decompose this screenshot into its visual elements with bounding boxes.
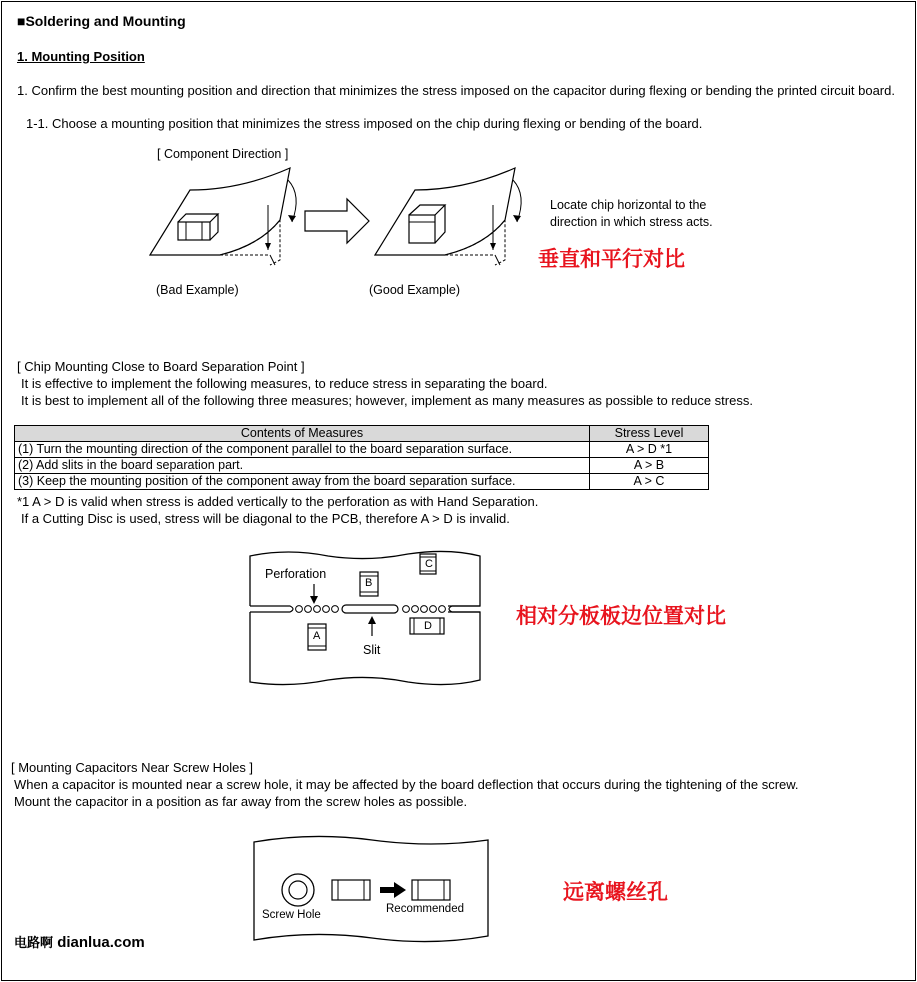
watermark-domain: dianlua.com xyxy=(57,934,145,951)
screw-hole-diagram xyxy=(252,832,492,947)
section-title: ■Soldering and Mounting xyxy=(17,13,186,29)
slit-label: Slit xyxy=(363,643,381,657)
table-row xyxy=(15,442,709,458)
recommended-label: Recommended xyxy=(386,903,464,915)
watermark xyxy=(14,932,145,951)
screw-heading: [ Mounting Capacitors Near Screw Holes ] xyxy=(11,760,254,775)
measures-table xyxy=(14,425,709,490)
screw-hole-label: Screw Hole xyxy=(262,909,321,921)
chip-label-d: D xyxy=(424,620,432,632)
subsection-title: 1. Mounting Position xyxy=(17,49,145,64)
table-header-row xyxy=(15,426,709,442)
paragraph-1-1: 1-1. Choose a mounting position that minimizes the stress imposed on the chip during flexing or bending of the board. xyxy=(26,116,703,131)
screw-line1: When a capacitor is mounted near a screw hole, it may be affected by the board deflection that occurs during the tightening of the screw. xyxy=(14,777,799,792)
table-row xyxy=(15,458,709,474)
header-contents: Contents of Measures xyxy=(15,426,590,442)
right-arrow-icon xyxy=(303,197,373,245)
stress-cell: A > D *1 xyxy=(590,442,709,458)
measure-cell: (3) Keep the mounting position of the component away from the board separation surface. xyxy=(15,474,590,490)
paragraph-1: 1. Confirm the best mounting position and direction that minimizes the stress imposed on the capacitor during flexing or bending the printed circuit board. xyxy=(17,83,895,98)
direction-note-line1: Locate chip horizontal to the xyxy=(550,198,707,212)
chip-label-c: C xyxy=(425,558,433,570)
chip-label-a: A xyxy=(313,630,321,642)
perforation-label: Perforation xyxy=(265,567,327,581)
separation-heading: [ Chip Mounting Close to Board Separation Point ] xyxy=(17,359,305,374)
stress-cell: A > C xyxy=(590,474,709,490)
footnote-2: If a Cutting Disc is used, stress will be diagonal to the PCB, therefore A > D is invalid. xyxy=(21,511,510,526)
stress-cell: A > B xyxy=(590,458,709,474)
annotation-separation-position: 相对分板板边位置对比 xyxy=(516,604,726,628)
component-direction-heading: [ Component Direction ] xyxy=(157,147,289,161)
good-example-label: (Good Example) xyxy=(369,283,461,297)
measure-cell: (2) Add slits in the board separation part. xyxy=(15,458,590,474)
bad-example-label: (Bad Example) xyxy=(156,283,239,297)
watermark-cn: 电路啊 xyxy=(14,936,54,951)
header-stress: Stress Level xyxy=(590,426,709,442)
separation-line2: It is best to implement all of the following three measures; however, implement as many measures as possible to reduce stress. xyxy=(21,393,753,408)
footnote-1: *1 A > D is valid when stress is added vertically to the perforation as with Hand Separation. xyxy=(17,494,539,509)
annotation-away-from-screw: 远离螺丝孔 xyxy=(563,880,668,904)
chip-label-b: B xyxy=(365,577,373,589)
separation-line1: It is effective to implement the following measures, to reduce stress in separating the board. xyxy=(21,376,548,391)
direction-note-line2: direction in which stress acts. xyxy=(550,215,713,229)
table-row xyxy=(15,474,709,490)
good-example-diagram xyxy=(365,160,535,275)
screw-line2: Mount the capacitor in a position as far away from the screw holes as possible. xyxy=(14,794,468,809)
measure-cell: (1) Turn the mounting direction of the component parallel to the board separation surface. xyxy=(15,442,590,458)
annotation-vertical-parallel: 垂直和平行对比 xyxy=(538,247,685,271)
bad-example-diagram xyxy=(140,160,310,275)
